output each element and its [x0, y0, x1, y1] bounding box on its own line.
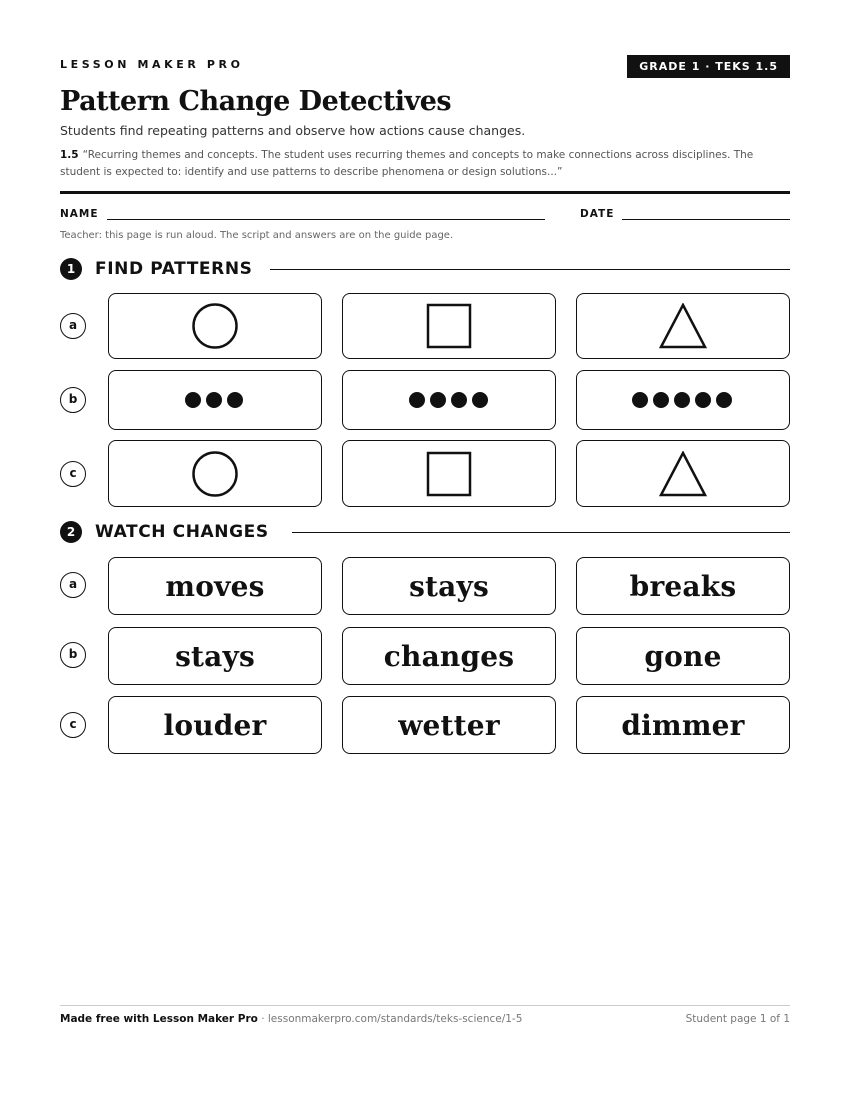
- square-icon: [426, 303, 472, 349]
- circle-icon: [191, 450, 239, 498]
- footer-url[interactable]: · lessonmakerpro.com/standards/teks-science/1-5: [257, 1013, 523, 1025]
- change-word: dimmer: [621, 708, 745, 742]
- change-word: gone: [644, 639, 722, 673]
- section-number: 1: [60, 258, 82, 280]
- date-field[interactable]: [622, 219, 790, 220]
- change-word-card[interactable]: [108, 627, 322, 685]
- row-label-a: a: [60, 313, 86, 339]
- square-icon: [426, 451, 472, 497]
- row-label-b: b: [60, 387, 86, 413]
- triangle-icon: [659, 451, 707, 497]
- brand-name: LESSON MAKER PRO: [60, 58, 244, 71]
- section-number: 2: [60, 521, 82, 543]
- change-word: breaks: [629, 569, 737, 603]
- section-watch-changes: [60, 520, 790, 544]
- change-word: stays: [175, 639, 255, 673]
- row-label-c: c: [60, 712, 86, 738]
- teacher-note: Teacher: this page is run aloud. The script and answers are on the guide page.: [60, 230, 454, 241]
- row-label-a: a: [60, 572, 86, 598]
- pattern-card[interactable]: [576, 370, 790, 430]
- change-word-card[interactable]: [108, 557, 322, 615]
- header-divider: [60, 191, 790, 194]
- page-title: Pattern Change Detectives: [60, 86, 452, 117]
- section-divider: [270, 269, 790, 270]
- name-label: NAME: [60, 208, 99, 220]
- dots-icon: [632, 391, 734, 409]
- pattern-card[interactable]: [108, 293, 322, 359]
- section-find-patterns: [60, 257, 790, 281]
- date-label: DATE: [580, 208, 615, 220]
- change-word: moves: [165, 569, 265, 603]
- row-label-b: b: [60, 642, 86, 668]
- worksheet-page: [60, 0, 790, 1100]
- pattern-card[interactable]: [576, 440, 790, 507]
- pattern-card[interactable]: [108, 440, 322, 507]
- change-word: changes: [383, 639, 515, 673]
- change-word: stays: [409, 569, 489, 603]
- pattern-card[interactable]: [342, 370, 556, 430]
- pattern-card[interactable]: [576, 293, 790, 359]
- page-subtitle: Students find repeating patterns and observe how actions cause changes.: [60, 123, 526, 138]
- name-field[interactable]: [107, 219, 545, 220]
- change-word-card[interactable]: [108, 696, 322, 754]
- standard-quote: “Recurring themes and concepts. The student uses recurring themes and concepts to make connections across disciplines. The student is expected to: identify and use patterns to describe phenomena or design solutions...”: [60, 149, 754, 178]
- change-word-card[interactable]: [342, 696, 556, 754]
- change-word-card[interactable]: [576, 696, 790, 754]
- change-word-card[interactable]: [576, 557, 790, 615]
- dots-icon: [185, 391, 245, 409]
- standard-text: [60, 147, 790, 181]
- change-word-card[interactable]: [342, 557, 556, 615]
- pattern-card[interactable]: [342, 293, 556, 359]
- pattern-card[interactable]: [342, 440, 556, 507]
- change-word-card[interactable]: [576, 627, 790, 685]
- grade-badge: GRADE 1 · TEKS 1.5: [627, 55, 790, 78]
- triangle-icon: [659, 303, 707, 349]
- footer-divider: [60, 1005, 790, 1006]
- change-word-card[interactable]: [342, 627, 556, 685]
- pattern-card[interactable]: [108, 370, 322, 430]
- dots-icon: [409, 391, 490, 409]
- standard-code: 1.5: [60, 149, 79, 161]
- section-title: WATCH CHANGES: [95, 522, 269, 542]
- footer-page-number: Student page 1 of 1: [685, 1013, 790, 1025]
- section-divider: [292, 532, 790, 533]
- circle-icon: [191, 302, 239, 350]
- row-label-c: c: [60, 461, 86, 487]
- change-word: wetter: [398, 708, 500, 742]
- change-word: louder: [163, 708, 267, 742]
- footer-credit: [60, 1013, 522, 1025]
- section-title: FIND PATTERNS: [95, 259, 253, 279]
- footer-made-with: Made free with Lesson Maker Pro: [60, 1013, 258, 1025]
